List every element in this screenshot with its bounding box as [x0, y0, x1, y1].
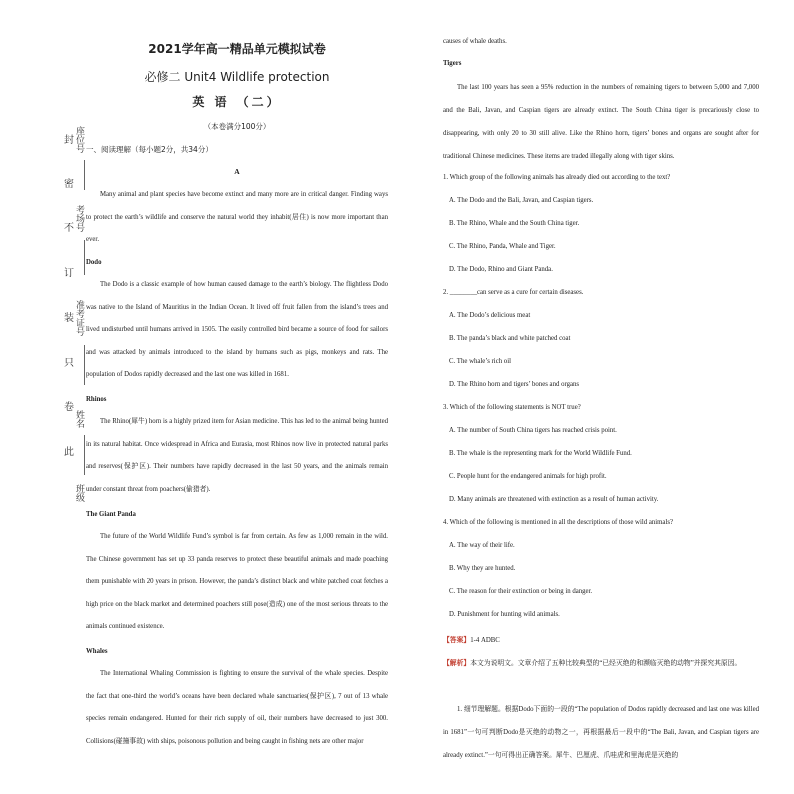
name-label: 姓名 [74, 410, 84, 428]
unit-subtitle: 必修二 Unit4 Wildlife protection [144, 70, 330, 84]
seal-char: 密 [64, 179, 74, 190]
class-label: 班级 [74, 484, 84, 502]
whale-paragraph: The International Whaling Commission is fighting to ensure the survival of the whale species. Despite the fact that one-third the world’s oceans have been declared whale sanctuaries(保护区), 7 out of 13 whale species remain endangered. Hunted for their rich supply of oil, their numbers have decreased to just 300. Collisions(碰撞事故) with ships, poisonous pollution and being caught in fishing nets are other major [86, 670, 388, 745]
passage-label: A [234, 167, 240, 176]
question-1: 1. Which group of the following animals has already died out according to the text? [443, 174, 671, 181]
q3-option-c: C. People hunt for the endangered animals for high profit. [449, 473, 607, 480]
seal-char: 不 [64, 223, 74, 234]
tiger-paragraph: The last 100 years has seen a 95% reduction in the numbers of remaining tigers to between 5,000 and 7,000 and the Bali, Javan, and Caspian tigers are already extinct. The South China tiger is precariously close to disappearing, with only 20 to 30 still alive. Like the Rhino horn, tigers’ bones and organs are sought after for traditional Chinese medicines. These items are traded illegally along with tiger skins. [443, 84, 759, 160]
q1-option-b: B. The Rhino, Whale and the South China tiger. [449, 220, 580, 227]
binding-margin [0, 0, 88, 794]
q4-option-b: B. Why they are hunted. [449, 565, 516, 572]
q2-option-c: C. The whale’s rich oil [449, 358, 511, 365]
detail-paragraph: 1. 细节理解题。根据Dodo下面的一段的“The population of Dodos rapidly decreased and last one was killed in 1681”一句可判断Dodo是灭绝的动物之一，再根据最后一段中的“The Bali, Javan, and Caspian tigers are already extinct.”一句可得出正确答案。犀牛、巴厘虎、爪哇虎和里海虎是灭绝的 [443, 706, 759, 759]
seal-char: 卷 [64, 402, 74, 413]
answer-line [443, 634, 500, 644]
admission-number-label: 准考证号 [74, 300, 84, 336]
q4-option-c: C. The reason for their extinction or being in danger. [449, 588, 593, 595]
whale-heading: Whales [86, 648, 108, 655]
dodo-heading: Dodo [86, 259, 102, 266]
q4-option-a: A. The way of their life. [449, 542, 515, 549]
q1-option-c: C. The Rhino, Panda, Whale and Tiger. [449, 243, 556, 250]
seal-char: 封 [64, 135, 74, 146]
seal-char: 只 [64, 358, 74, 369]
question-4: 4. Which of the following is mentioned in all the descriptions of those wild animals? [443, 519, 673, 526]
dodo-paragraph: The Dodo is a classic example of how human caused damage to the earth’s biology. The flightless Dodo was native to the Island of Mauritius in the Indian Ocean. It lived off fruit fallen from the island’s trees and lived undisturbed until humans arrived in 1505. The easily controlled bird became a source of food for sailors and was attacked by animals introduced to the island by humans such as pigs, monkeys and rats. The population of Dodos rapidly decreased and the last one was killed in 1681. [86, 281, 388, 378]
tiger-heading: Tigers [443, 60, 462, 67]
rhino-heading: Rhinos [86, 396, 107, 403]
analysis-text: 本文为说明文。文章介绍了五种比较典型的“已经灭绝的和濒临灭绝的动物”并探究其原因。 [470, 660, 742, 667]
seal-char: 订 [64, 268, 74, 279]
subject-title: 英 语 （二） [192, 95, 282, 109]
q1-option-d: D. The Dodo, Rhino and Giant Panda. [449, 266, 553, 273]
seal-char: 此 [64, 447, 74, 458]
name-line [84, 435, 85, 475]
analysis-tag: 【解析】 [443, 660, 471, 667]
seal-char: 装 [64, 313, 74, 324]
seat-number-line [84, 160, 85, 190]
q2-option-b: B. The panda’s black and white patched coat [449, 335, 571, 342]
answer-tag: 【答案】 [443, 637, 471, 644]
rhino-paragraph: The Rhino(犀牛) horn is a highly prized item for Asian medicine. This has led to the animal being hunted in its natural habitat. Once widespread in Africa and Eurasia, most Rhinos now live in protected natural parks and reserves(保护区). Their numbers have rapidly decreased in the last 50 years, and the animals remain under constant threat from poachers(偷猎者). [86, 418, 388, 493]
q2-option-d: D. The Rhino horn and tigers’ bones and organs [449, 381, 580, 388]
q2-option-a: A. The Dodo’s delicious meat [449, 312, 531, 319]
exam-room-line [84, 240, 85, 275]
q4-option-d: D. Punishment for hunting wild animals. [449, 611, 560, 618]
question-2: 2. ________can serve as a cure for certain diseases. [443, 289, 584, 296]
exam-title: 2021学年高一精品单元模拟试卷 [148, 42, 326, 56]
question-3: 3. Which of the following statements is NOT true? [443, 404, 581, 411]
analysis-paragraph [443, 652, 759, 675]
seat-number-label: 座位号 [74, 126, 84, 153]
q1-option-a: A. The Dodo and the Bali, Javan, and Caspian tigers. [449, 197, 594, 204]
admission-number-line [84, 345, 85, 385]
score-note: （本卷满分100分） [203, 122, 271, 131]
q3-option-d: D. Many animals are threatened with extinction as a result of human activity. [449, 496, 659, 503]
answer-text: 1-4 ADBC [470, 637, 500, 644]
q3-option-b: B. The whale is the representing mark for the World Wildlife Fund. [449, 450, 632, 457]
intro-paragraph: Many animal and plant species have become extinct and many more are in critical danger. Finding ways to protect the earth’s wildlife and conserve the natural world they inhabit(居住) is now more important than ever. [86, 191, 388, 243]
exam-room-label: 考场号 [74, 205, 84, 232]
section-heading: 一、阅读理解（每小题2分，共34分） [86, 145, 213, 154]
q3-option-a: A. The number of South China tigers has reached crisis point. [449, 427, 617, 434]
panda-paragraph: The future of the World Wildlife Fund’s symbol is far from certain. As few as 1,000 remain in the wild. The Chinese government has set up 33 panda reserves to protect these beautiful animals and made poaching them punishable with 20 years in prison. However, the panda’s distinct black and white patched coat fetches a high price on the black market and determined poachers still pose(造成) one of the most serious threats to the animals continued existence. [86, 533, 388, 630]
whale-continuation: causes of whale deaths. [443, 38, 507, 45]
panda-heading: The Giant Panda [86, 511, 136, 518]
